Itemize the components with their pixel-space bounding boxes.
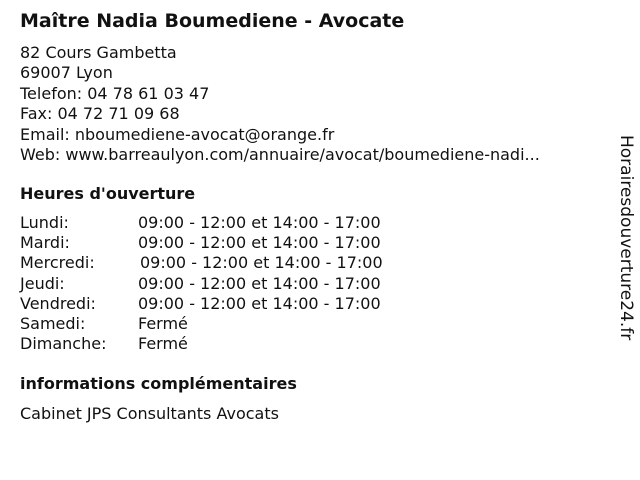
opening-hours-heading: Heures d'ouverture	[20, 184, 196, 203]
day-hours: Fermé	[138, 313, 188, 333]
brand-watermark[interactable]: Horairesdouverture24.fr	[616, 135, 636, 341]
website-link[interactable]: Web: www.barreaulyon.com/annuaire/avocat/boumediene-nadi...	[20, 145, 540, 165]
additional-info-heading: informations complémentaires	[20, 374, 297, 393]
day-hours: 09:00 - 12:00 et 14:00 - 17:00	[140, 253, 383, 273]
day-hours: 09:00 - 12:00 et 14:00 - 17:00	[138, 293, 381, 313]
day-label: Jeudi:	[20, 273, 65, 293]
fax-number: Fax: 04 72 71 09 68	[20, 104, 180, 124]
day-label: Dimanche:	[20, 334, 107, 354]
address-street: 82 Cours Gambetta	[20, 43, 177, 62]
day-label: Lundi:	[20, 213, 69, 232]
phone-number[interactable]: Telefon: 04 78 61 03 47	[20, 83, 210, 103]
contact-block	[20, 43, 540, 165]
email-address[interactable]: Email: nboumediene-avocat@orange.fr	[20, 124, 335, 144]
day-label: Samedi:	[20, 313, 86, 333]
address-city: 69007 Lyon	[20, 63, 113, 83]
page-title: Maître Nadia Boumediene - Avocate	[20, 10, 405, 32]
day-label: Mardi:	[20, 233, 70, 253]
day-hours: 09:00 - 12:00 et 14:00 - 17:00	[138, 273, 381, 293]
day-label: Vendredi:	[20, 293, 96, 313]
day-hours: 09:00 - 12:00 et 14:00 - 17:00	[138, 233, 381, 253]
day-label: Mercredi:	[20, 253, 95, 273]
additional-info-text: Cabinet JPS Consultants Avocats	[20, 404, 279, 423]
day-hours: Fermé	[138, 334, 188, 354]
day-hours: 09:00 - 12:00 et 14:00 - 17:00	[138, 213, 381, 232]
